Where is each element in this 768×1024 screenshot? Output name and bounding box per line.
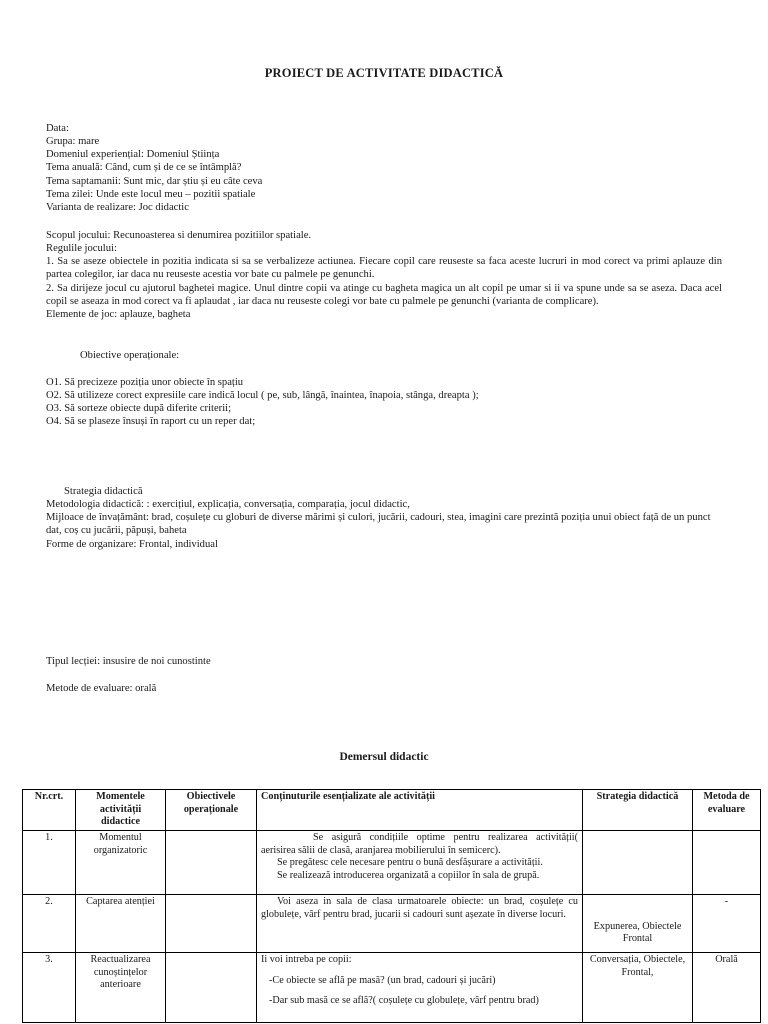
game-rules-title: Regulile jocului: [46, 243, 117, 255]
objective-o1: O1. Să precizeze poziția unor obiecte în spațiu [46, 377, 244, 388]
row-obiective [166, 830, 257, 894]
row-moment: Momentul organizatoric [76, 830, 166, 894]
header-momente: Momentele activității didactice [76, 790, 166, 831]
header-strategia: Strategia didactică [583, 790, 693, 831]
info-varianta: Varianta de realizare: Joc didactic [46, 201, 189, 213]
row-obiective [166, 952, 257, 1022]
info-data: Data: [46, 123, 69, 134]
row-nr: 3. [23, 952, 76, 1022]
row-moment: Captarea atenției [76, 894, 166, 952]
row-continut-p1: Ii voi intreba pe copii: [261, 953, 352, 965]
row-strategie [583, 830, 693, 894]
game-rule-2: 2. Sa dirijeze jocul cu ajutorul baghetei magice. Unul dintre copii va atinge cu bagheta magica un alt copil pe umar si ii va spune unde sa se aseza. Daca acel copil se aseaza in mod corect va fi aplaudat , iar daca nu reuseste colegi vor bate cu palmele pe genunchi (varianta de complicare). [46, 282, 722, 307]
table-row [23, 894, 761, 952]
objectives-list [46, 376, 722, 429]
row-obiective [166, 894, 257, 952]
row-continut-p1: Voi aseza in sala de clasa urmatoarele obiecte: un brad, coșulețe cu globulețe, vârf pentru brad, jucarii si cadouri sunt așezate în diverse locuri. [261, 895, 578, 920]
row-strategie: Conversația, Obiectele, Frontal, [583, 952, 693, 1022]
table-row [23, 952, 761, 1022]
row-continut-p3: -Dar sub masă ce se află?( coșulețe cu globulețe, vârf pentru brad) [269, 995, 539, 1007]
row-continut [257, 830, 583, 894]
header-metoda: Metoda de evaluare [693, 790, 761, 831]
page-title: PROIECT DE ACTIVITATE DIDACTICĂ [264, 66, 504, 80]
objective-o3: O3. Să sorteze obiecte după diferite criterii; [46, 403, 232, 415]
info-tema-anuala: Tema anuală: Când, cum și de ce se întâmplă? [46, 162, 242, 174]
row-continut [257, 894, 583, 952]
strategy-section [46, 485, 722, 551]
game-rule-1: 1. Sa se aseze obiectele in pozitia indicata si sa se verbalizeze actiunea. Fiecare copil care reuseste sa faca aceste lucruri in mod corect va primi aplauze din partea colegilor, iar daca nu reuseste acestia vor bate cu palmele pe genunchi. [46, 256, 722, 281]
lesson-type-text: Tipul lecției: insusire de noi cunostinte [46, 656, 211, 667]
strategy-forms: Forme de organizare: Frontal, individual [46, 538, 218, 550]
info-tema-saptamanii: Tema saptamanii: Sunt mic, dar știu și eu câte ceva [46, 175, 263, 187]
game-scope: Scopul jocului: Recunoasterea si denumirea pozitiilor spatiale. [46, 230, 312, 241]
header-nr: Nr.crt. [23, 790, 76, 831]
row-continut-p3: Se realizează introducerea organizată a copiilor în sala de grupă. [277, 869, 540, 881]
info-domeniul: Domeniul experiențial: Domeniul Știința [46, 149, 220, 161]
info-tema-zilei: Tema zilei: Unde este locul meu – pozitii spatiale [46, 188, 256, 200]
strategy-methodology: Metodologia didactică: : exercițiul, explicația, conversația, comparația, jocul didactic, [46, 499, 410, 511]
row-continut-p2: -Ce obiecte se află pe masă? (un brad, cadouri și jucări) [269, 974, 496, 986]
table-row [23, 830, 761, 894]
header-continuturi: Conținuturile esențializate ale activității [257, 790, 583, 831]
table-header-row [23, 790, 761, 831]
info-grupa: Grupa: mare [46, 136, 100, 148]
row-metoda: - [693, 894, 761, 952]
evaluation-methods-text: Metode de evaluare: orală [46, 683, 157, 694]
row-nr: 1. [23, 830, 76, 894]
evaluation-methods [46, 682, 722, 695]
row-nr: 2. [23, 894, 76, 952]
demersul-table [22, 789, 761, 1023]
lesson-type [46, 655, 722, 668]
game-elements: Elemente de joc: aplauze, bagheta [46, 308, 191, 320]
row-continut [257, 952, 583, 1022]
row-continut-p2: Se pregătesc cele necesare pentru o bună desfășurare a activității. [277, 857, 543, 869]
strategy-materials: Mijloace de învațământ: brad, coșulețe cu globuri de diverse mărimi și culori, jucării, cadouri, stea, imagini care prezintă poziția unui obiect față de un punct dat, coș cu jucării, păpuși, baheta [46, 512, 711, 537]
game-section [46, 229, 722, 321]
objective-o2: O2. Să utilizeze corect expresiile care indică locul ( pe, sub, lângă, înaintea, înapoia, stânga, dreapta ); [46, 390, 479, 402]
objectives-title: Obiective operaționale: [80, 350, 180, 361]
row-continut-p1: Se asigură condițiile optime pentru realizarea activității( aerisirea sălii de clasă, aranjarea mobilierului în semicerc). [261, 831, 578, 856]
general-info [46, 122, 722, 214]
strategy-title: Strategia didactică [64, 486, 143, 497]
row-strategie: Expunerea, Obiectele Frontal [583, 894, 693, 952]
row-metoda: Orală [693, 952, 761, 1022]
header-obiective: Obiectivele operaționale [166, 790, 257, 831]
demersul-title: Demersul didactic [339, 751, 429, 763]
row-metoda [693, 830, 761, 894]
objective-o4: O4. Să se plaseze însuși în raport cu un reper dat; [46, 416, 256, 428]
objectives-section [46, 349, 722, 362]
row-moment: Reactualizarea cunoștințelor anterioare [76, 952, 166, 1022]
